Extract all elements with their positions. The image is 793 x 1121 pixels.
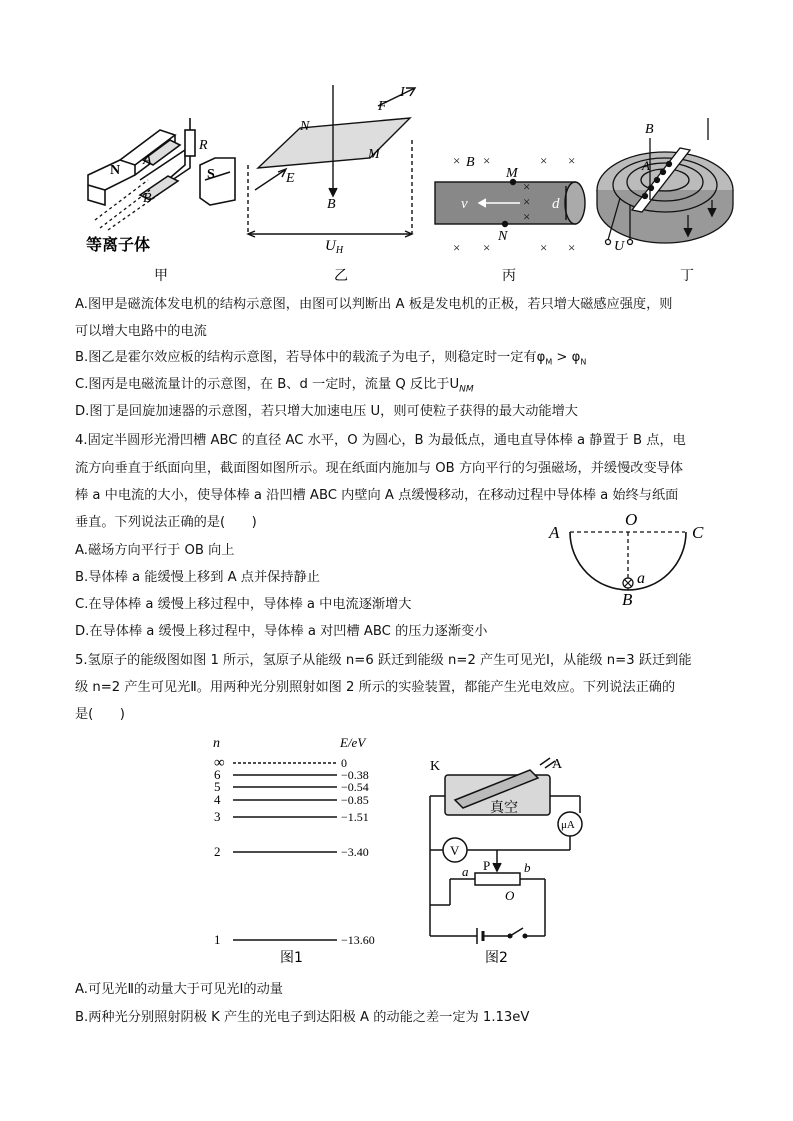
fig1-e-header: E/eV: [340, 735, 366, 750]
yi-I: I: [400, 85, 405, 100]
q4-option-b: B.导体棒 a 能缓慢上移到 A 点并保持静止: [75, 570, 320, 585]
svg-text:×: ×: [523, 179, 531, 194]
fig1-caption: 图1: [280, 950, 303, 966]
q4-stem-line4: 垂直。下列说法正确的是( ): [75, 515, 257, 530]
yi-N: N: [300, 119, 310, 134]
bing-N: N: [498, 229, 508, 244]
energy-level-n: 1: [214, 932, 221, 947]
svg-text:UH: [325, 238, 344, 256]
jia-A: A: [143, 153, 152, 168]
q4-fig-a: a: [637, 570, 645, 587]
q3-option-a-line1: A.图甲是磁流体发电机的结构示意图，由图可以判断出 A 板是发电机的正极，若只增大磁感应强度，则: [75, 297, 673, 312]
fig1-n-header: n: [213, 736, 220, 751]
q3-option-a-line2: 可以增大电路中的电流: [75, 324, 207, 339]
energy-level-e: −1.51: [341, 810, 369, 824]
q4-stem-line3: 棒 a 中电流的大小，使导体棒 a 沿凹槽 ABC 内壁向 A 点缓慢移动，在移动过程中导体棒 a 始终与纸面: [75, 488, 679, 503]
q5-option-b: B.两种光分别照射阴极 K 产生的光电子到达阳极 A 的动能之差一定为 1.13eV: [75, 1010, 530, 1025]
q4-option-c: C.在导体棒 a 缓慢上移过程中，导体棒 a 中电流逐渐增大: [75, 597, 412, 612]
jia-plasma-label: 等离子体: [86, 235, 151, 254]
bing-v: v: [461, 196, 468, 212]
figure-yi: [248, 85, 415, 237]
label-jia: 甲: [154, 268, 168, 284]
q4-fig-B: B: [622, 590, 633, 605]
q3-option-b-text: B.图乙是霍尔效应板的结构示意图，若导体中的载流子为电子，则稳定时一定有φ: [75, 350, 546, 365]
q3-option-b-sub-n: N: [580, 357, 587, 367]
energy-level-e: −0.54: [341, 780, 369, 794]
q4-stem-line2: 流方向垂直于纸面向里，截面图如图所示。现在纸面内施加与 OB 方向平行的匀强磁场，并缓慢改变导体: [75, 461, 684, 476]
q4-figure: [545, 505, 725, 605]
fig2-caption: 图2: [485, 950, 508, 966]
q4-fig-C: C: [692, 523, 704, 542]
ding-U: U: [614, 239, 625, 254]
q3-option-b-sub-m: M: [545, 357, 553, 367]
energy-level-n: 2: [214, 844, 221, 859]
yi-M: M: [368, 147, 380, 162]
ding-A: A: [642, 158, 650, 173]
yi-U-sub: H: [335, 245, 344, 256]
bing-d: d: [552, 196, 560, 212]
svg-text:×: ×: [483, 240, 491, 255]
q3-option-b: [75, 350, 586, 371]
yi-B: B: [327, 197, 336, 212]
yi-F: F: [378, 99, 387, 114]
figure-ding: [597, 118, 733, 245]
q3-option-c-text: C.图丙是电磁流量计的示意图，在 B、d 一定时，流量 Q 反比于U: [75, 377, 460, 392]
energy-level-e: −0.85: [341, 793, 369, 807]
jia-N: N: [110, 163, 121, 178]
energy-level-n: 5: [214, 779, 221, 794]
fig2-P: P: [483, 858, 491, 873]
fig2-a: a: [462, 864, 469, 879]
label-yi: 乙: [334, 268, 348, 284]
q4-fig-A: A: [549, 523, 560, 542]
jia-S: S: [207, 167, 215, 182]
energy-level-e: 0: [341, 756, 347, 770]
energy-level-e: −13.60: [341, 933, 375, 947]
top-figures: [0, 0, 793, 290]
energy-level-n: 4: [214, 792, 221, 807]
svg-text:×: ×: [453, 240, 461, 255]
bing-B: B: [466, 155, 475, 170]
svg-text:×: ×: [483, 153, 491, 168]
q3-option-c: [75, 377, 474, 398]
q5-stem-line1: 5.氢原子的能级图如图 1 所示，氢原子从能级 n=6 跃迁到能级 n=2 产生可见光Ⅰ，从能级 n=3 跃迁到能: [75, 653, 692, 668]
fig2-A: A: [552, 757, 563, 772]
svg-text:×: ×: [453, 153, 461, 168]
q4-fig-O: O: [625, 510, 638, 529]
svg-text:×: ×: [568, 153, 576, 168]
photoelectric-circuit: [420, 730, 590, 970]
jia-R: R: [199, 138, 208, 153]
energy-level-n: 3: [214, 809, 221, 824]
energy-level-e: −3.40: [341, 845, 369, 859]
svg-text:×: ×: [540, 153, 548, 168]
fig2-V: V: [450, 843, 460, 858]
q5-stem-line2: 级 n=2 产生可见光Ⅱ。用两种光分别照射如图 2 所示的实验装置，都能产生光电效应。下列说法正确的: [75, 680, 676, 695]
q3-option-c-sub: NM: [459, 384, 474, 395]
label-ding: 丁: [680, 268, 694, 284]
q4-option-d: D.在导体棒 a 缓慢上移过程中，导体棒 a 对凹槽 ABC 的压力逐渐变小: [75, 624, 488, 639]
fig2-uA: μA: [561, 819, 575, 831]
svg-text:×: ×: [523, 194, 531, 209]
fig2-O: O: [505, 888, 515, 903]
bing-M: M: [506, 166, 518, 181]
energy-level-n: 6: [214, 767, 221, 782]
q3-option-b-gt: > φ: [552, 350, 581, 365]
fig2-b: b: [524, 860, 531, 875]
fig2-K: K: [430, 759, 441, 774]
svg-text:×: ×: [568, 240, 576, 255]
ding-B: B: [645, 122, 654, 137]
energy-level-diagram: [205, 730, 405, 970]
energy-level-n: ∞: [214, 755, 225, 771]
energy-level-e: −0.38: [341, 768, 369, 782]
svg-text:×: ×: [540, 240, 548, 255]
yi-U: U: [325, 238, 336, 254]
fig2-vacuum: 真空: [490, 800, 518, 816]
q4-stem-line1: 4.固定半圆形光滑凹槽 ABC 的直径 AC 水平，O 为圆心，B 为最低点，通电直导体棒 a 静置于 B 点，电: [75, 433, 686, 448]
q4-option-a: A.磁场方向平行于 OB 向上: [75, 543, 235, 558]
yi-E: E: [286, 171, 295, 186]
q3-option-d: D.图丁是回旋加速器的示意图，若只增大加速电压 U，则可使粒子获得的最大动能增大: [75, 404, 578, 419]
q5-stem-line3: 是( ): [75, 707, 125, 722]
svg-text:×: ×: [523, 209, 531, 224]
q5-option-a: A.可见光Ⅱ的动量大于可见光Ⅰ的动量: [75, 982, 283, 997]
label-bing: 丙: [502, 268, 516, 284]
jia-B: B: [143, 191, 152, 206]
